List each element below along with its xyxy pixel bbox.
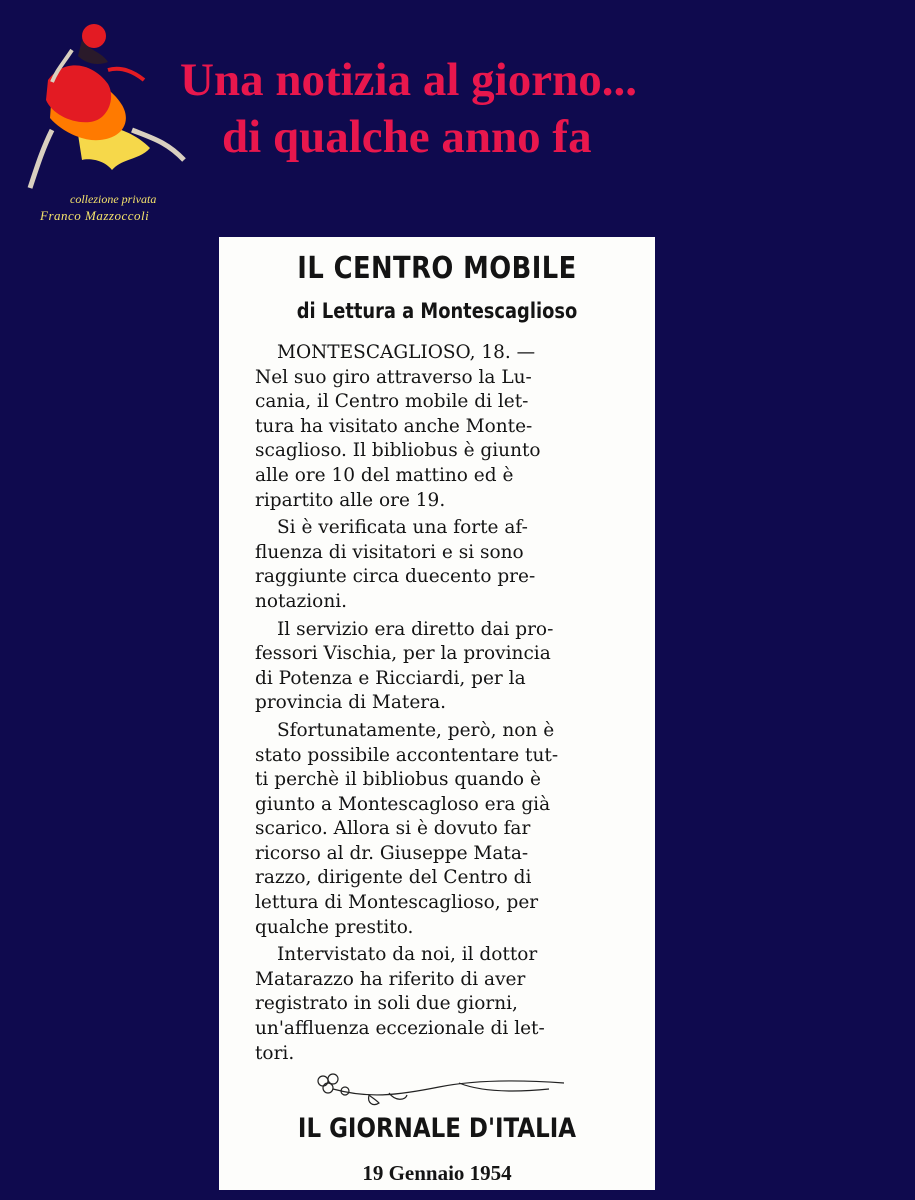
article-line: tura ha visitato anche Monte-	[255, 415, 533, 437]
article-paragraph	[255, 943, 647, 1066]
newspaper-name: IL GIORNALE D'ITALIA	[297, 1113, 577, 1144]
article-line: tori.	[255, 1042, 295, 1064]
article-title: IL CENTRO MOBILE	[297, 251, 577, 286]
article-line: Intervistato da noi, il dottor	[277, 944, 538, 966]
article-subtitle: di Lettura a Montescaglioso	[296, 299, 578, 323]
headline-line-2: di qualche anno fa	[222, 111, 592, 164]
logo-caption-owner: Franco Mazzoccoli	[40, 208, 150, 223]
article-paragraph	[255, 341, 647, 513]
article-line: cania, il Centro mobile di let-	[255, 391, 529, 413]
article-line: notazioni.	[255, 590, 348, 612]
article-line: Sfortunatamente, però, non è	[277, 719, 555, 741]
headline	[180, 52, 637, 167]
logo-caption-collection: collezione privata	[70, 192, 157, 206]
article-line: un'affluenza eccezionale di let-	[255, 1018, 545, 1040]
article-line: scarico. Allora si è dovuto far	[255, 818, 531, 840]
newspaper-clipping	[219, 237, 655, 1190]
article-line: alle ore 10 del mattino ed è	[255, 464, 514, 486]
article-line: raggiunte circa duecento pre-	[255, 566, 536, 588]
article-line: registrato in soli due giorni,	[255, 993, 518, 1015]
article-paragraph	[255, 719, 647, 940]
dancer-illustration	[12, 10, 192, 195]
article-line: MONTESCAGLIOSO, 18. —	[277, 342, 536, 363]
article-line: scaglioso. Il bibliobus è giunto	[255, 440, 541, 462]
article-line: di Potenza e Ricciardi, per la	[255, 667, 526, 689]
article-line: ti perchè il bibliobus quando è	[255, 769, 541, 791]
collection-logo	[12, 10, 192, 230]
headline-line-1: Una notizia al giorno...	[180, 54, 637, 106]
article-body	[255, 341, 647, 1069]
article-line: Nel suo giro attraverso la Lu-	[255, 366, 532, 388]
article-line: fessori Vischia, per la provincia	[255, 643, 551, 665]
article-paragraph	[255, 516, 647, 614]
article-line: giunto a Montescagloso era già	[255, 793, 551, 815]
article-line: Si è verificata una forte af-	[277, 517, 528, 539]
article-line: provincia di Matera.	[255, 692, 447, 714]
publication-date: 19 Gennaio 1954	[362, 1161, 512, 1185]
article-line: ricorso al dr. Giuseppe Mata-	[255, 842, 529, 864]
flower-ornament-icon	[309, 1069, 569, 1109]
article-line: Il servizio era diretto dai pro-	[277, 618, 554, 640]
article-line: Matarazzo ha riferito di aver	[255, 968, 526, 990]
article-line: qualche prestito.	[255, 916, 414, 938]
article-line: ripartito alle ore 19.	[255, 489, 446, 511]
article-line: razzo, dirigente del Centro di	[255, 867, 532, 889]
article-line: stato possibile accontentare tut-	[255, 744, 559, 766]
article-line: lettura di Montescaglioso, per	[255, 892, 539, 914]
article-line: fluenza di visitatori e si sono	[255, 541, 524, 563]
article-paragraph	[255, 618, 647, 716]
